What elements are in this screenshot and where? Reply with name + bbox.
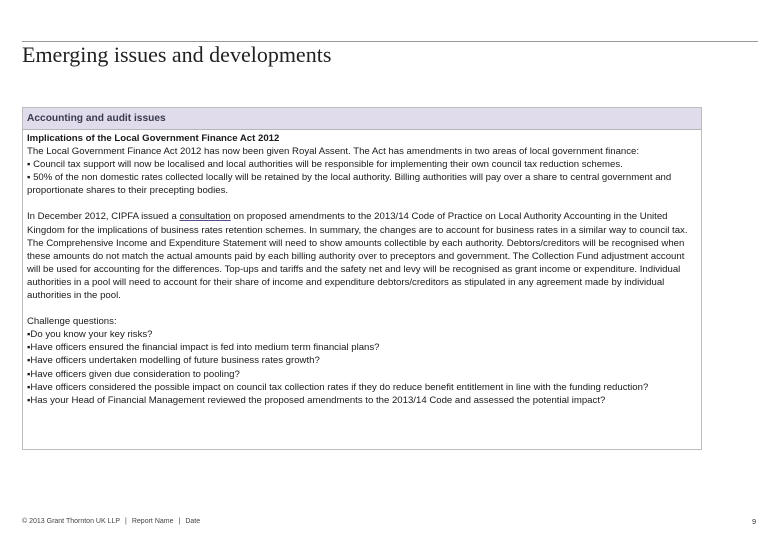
panel-body — [23, 130, 701, 407]
intro-paragraph: The Local Government Finance Act 2012 has now been given Royal Assent. The Act has amendments in two areas of local government finance: — [27, 146, 640, 158]
page-number: 9 — [752, 517, 757, 526]
question-item: ▪Have officers ensured the financial impact is fed into medium term financial plans? — [27, 342, 380, 354]
footer-separator: | — [125, 518, 127, 525]
consultation-link[interactable]: consultation — [179, 211, 231, 223]
footer-separator: | — [178, 518, 181, 525]
question-item: ▪Have officers given due consideration to pooling? — [27, 368, 240, 380]
cipfa-text-end: on proposed amendments to the 2013/14 Code of Practice on Local Authority Accounting in the United Kingdom for the implications of business rates retention schemes. In summary, the changes are to account for business rates in a similar way to council tax. The Comprehensive Income and Expenditure Statement will need to show amounts collectible by each authority. Debtors/creditors will be recognised when these amounts do not match the actual amounts paid by each billing authority over to preceptors and government. The Collection Fund adjustment account will be used for accounting for the differences. Top-ups and tariffs and the safety net and levy will be recognised as grant income or expenditure. Individual authorities in a pool will need to account for their share of income and expenditure debtors/creditors as stipulated in any agreement made by individual authorities in the pool. — [27, 211, 688, 302]
question-item: ▪Have officers undertaken modelling of future business rates growth? — [27, 355, 320, 367]
cipfa-text-start: In December 2012, CIPFA issued a — [27, 211, 180, 223]
question-item: ▪Has your Head of Financial Management reviewed the proposed amendments to the 2013/14 Code and assessed the potential impact? — [27, 394, 606, 406]
page-title: Emerging issues and developments — [22, 42, 332, 67]
footer-date: Date — [185, 518, 201, 525]
cipfa-paragraph — [27, 210, 698, 302]
bullet-business-rates: ▪ 50% of the non domestic rates collected locally will be retained by the local authority. Billing authorities will pay over a share to central government and proportionate shares to their precepting bodies. — [27, 172, 672, 197]
footer — [22, 518, 200, 525]
spacer — [27, 197, 698, 210]
accounting-issues-panel — [22, 107, 702, 450]
question-item: ▪Do you know your key risks? — [27, 329, 153, 341]
question-item: ▪Have officers considered the possible impact on council tax collection rates if they do reduce benefit entitlement in line with the funding reduction? — [27, 381, 649, 393]
bullet-council-tax: ▪ Council tax support will now be localised and local authorities will be responsible for implementing their own council tax reduction schemes. — [27, 159, 623, 171]
footer-copyright: © 2013 Grant Thornton UK LLP — [22, 518, 121, 525]
spacer — [27, 302, 698, 315]
challenge-heading: Challenge questions: — [27, 316, 117, 328]
panel-header: Accounting and audit issues — [23, 108, 701, 130]
panel-subheading: Implications of the Local Government Finance Act 2012 — [27, 133, 280, 144]
footer-report-name: Report Name — [131, 518, 174, 525]
